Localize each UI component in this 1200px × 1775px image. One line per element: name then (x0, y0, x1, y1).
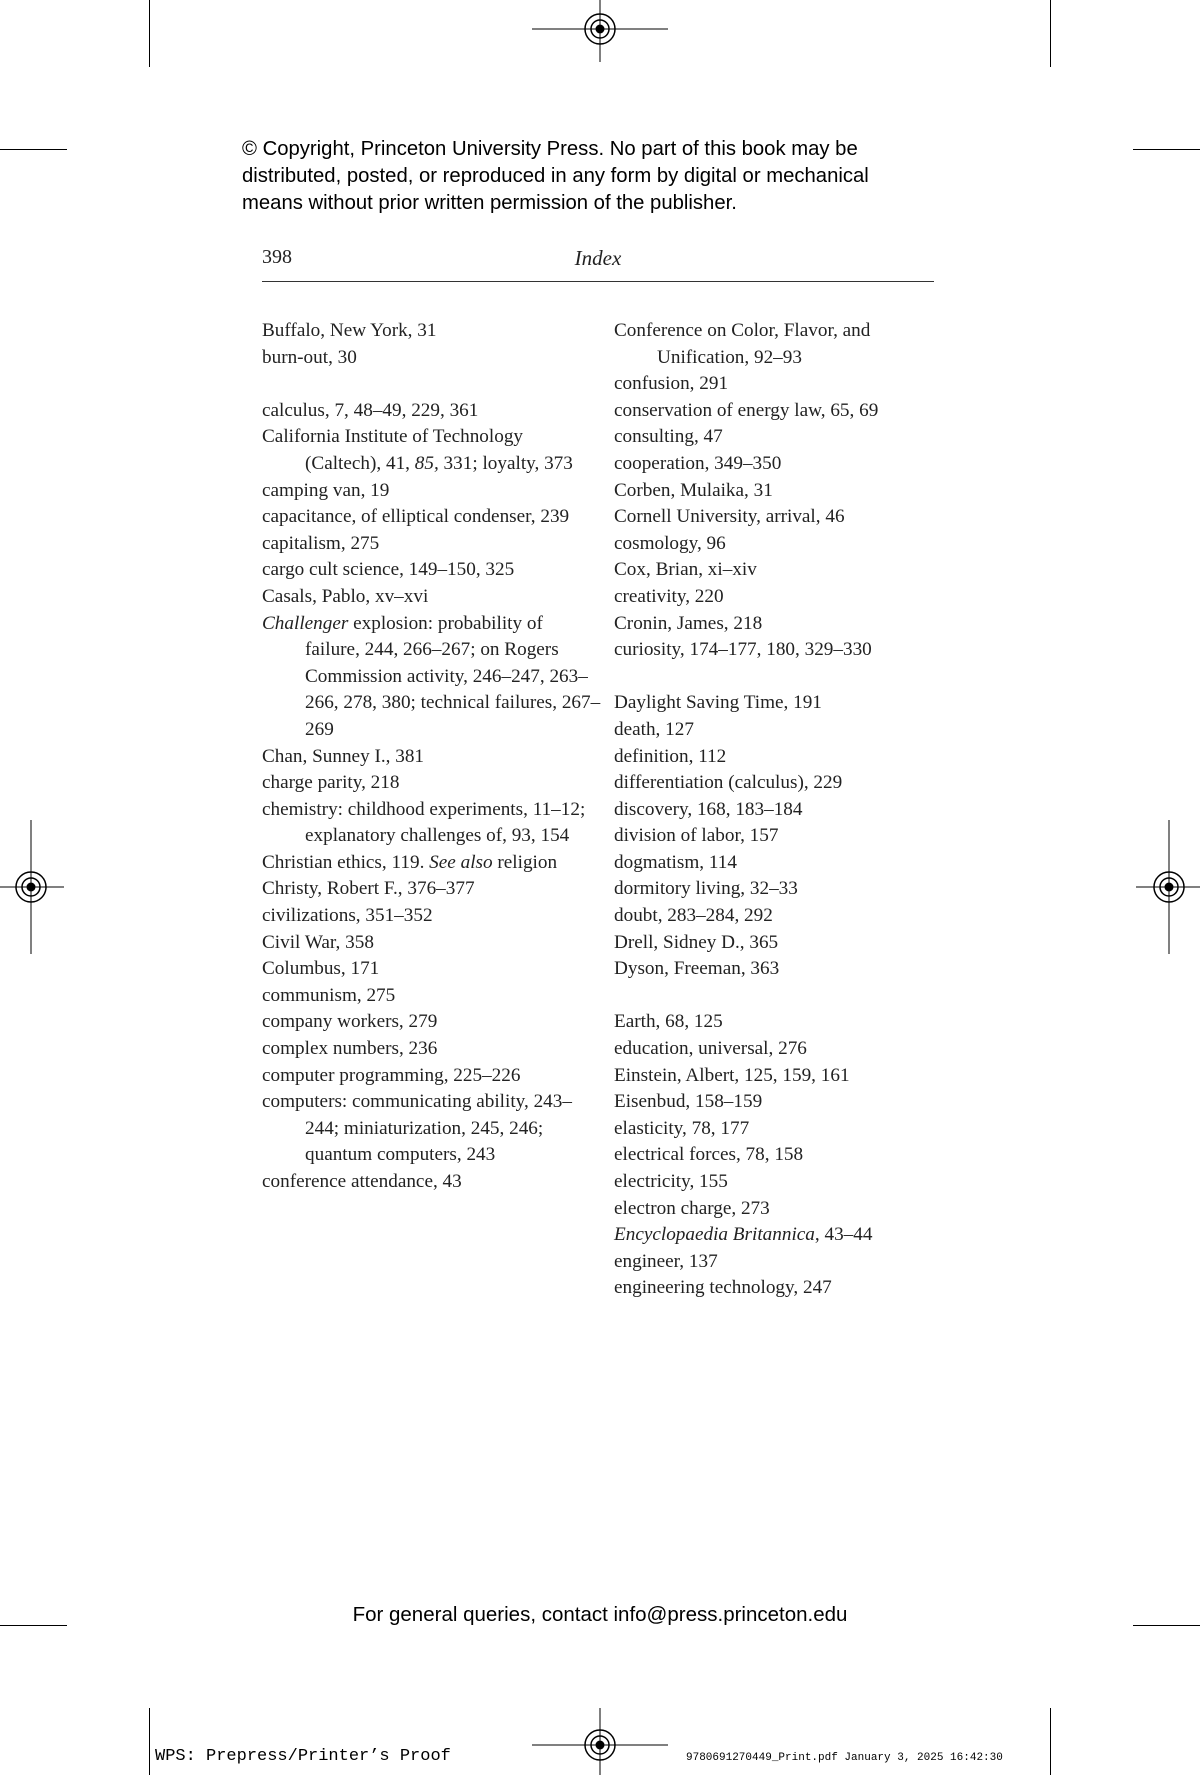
index-column-right (614, 318, 944, 1302)
index-entry: camping van, 19 (262, 479, 390, 501)
index-entry: death, 127 (614, 718, 694, 740)
index-entry: elasticity, 78, 177 (614, 1117, 750, 1139)
index-entry: Conference on Color, Flavor, and Unification, 92–93 (614, 320, 871, 368)
crop-mark-top-right-vertical (1050, 0, 1051, 67)
index-entry: confusion, 291 (614, 373, 729, 395)
copyright-line: © Copyright, Princeton University Press. No part of this book may be (242, 138, 858, 160)
index-entry: burn-out, 30 (262, 346, 357, 368)
index-entry: curiosity, 174–177, 180, 329–330 (614, 639, 872, 661)
index-entry: Christy, Robert F., 376–377 (262, 878, 475, 900)
copyright-notice (242, 136, 962, 217)
index-entry: charge parity, 218 (262, 772, 400, 794)
index-entry: complex numbers, 236 (262, 1038, 438, 1060)
index-entry: capitalism, 275 (262, 532, 380, 554)
index-entry: Dyson, Freeman, 363 (614, 958, 780, 980)
index-entry: Einstein, Albert, 125, 159, 161 (614, 1064, 850, 1086)
index-entry: California Institute of Technology (Caltech), 41, 85, 331; loyalty, 373 (262, 426, 573, 474)
registration-mark-right-icon (1136, 820, 1200, 954)
running-head (262, 246, 934, 282)
index-entry: definition, 112 (614, 745, 727, 767)
file-timestamp-slug: 9780691270449_Print.pdf January 3, 2025 16:42:30 (686, 1752, 1003, 1764)
index-entry: conservation of energy law, 65, 69 (614, 399, 879, 421)
index-entry: Chan, Sunney I., 381 (262, 745, 425, 767)
index-entry: division of labor, 157 (614, 825, 779, 847)
crop-mark-top-left-horizontal (0, 149, 67, 150)
index-entry: Earth, 68, 125 (614, 1011, 723, 1033)
index-entry: electricity, 155 (614, 1171, 728, 1192)
index-entry: differentiation (calculus), 229 (614, 772, 843, 794)
index-entry: Eisenbud, 158–159 (614, 1091, 763, 1113)
page-number: 398 (262, 246, 292, 268)
index-entry: Columbus, 171 (262, 958, 380, 980)
index-entry: calculus, 7, 48–49, 229, 361 (262, 399, 479, 421)
index-entry: engineer, 137 (614, 1250, 718, 1272)
index-entry: cargo cult science, 149–150, 325 (262, 559, 515, 581)
index-entry: Corben, Mulaika, 31 (614, 479, 773, 501)
copyright-line: distributed, posted, or reproduced in any form by digital or mechanical (242, 165, 869, 187)
index-entry: dormitory living, 32–33 (614, 878, 798, 900)
index-entry: consulting, 47 (614, 426, 723, 448)
index-entry: Encyclopaedia Britannica, 43–44 (614, 1224, 873, 1246)
index-entry: company workers, 279 (262, 1011, 438, 1033)
crop-mark-bottom-left-vertical (149, 1708, 150, 1775)
index-entry: Cornell University, arrival, 46 (614, 506, 845, 528)
index-entry: Casals, Pablo, xv–xvi (262, 585, 429, 607)
index-entry: capacitance, of elliptical condenser, 239 (262, 506, 570, 528)
proof-slug: WPS: Prepress/Printer’s Proof (155, 1747, 451, 1766)
index-entry: Cox, Brian, xi–xiv (614, 559, 757, 581)
index-entry: conference attendance, 43 (262, 1171, 462, 1192)
index-column-left (262, 318, 602, 1196)
registration-mark-bottom-icon (532, 1708, 668, 1775)
index-entry: dogmatism, 114 (614, 851, 737, 873)
index-entry: cosmology, 96 (614, 532, 726, 554)
index-entry: computer programming, 225–226 (262, 1064, 521, 1086)
letter-group-gap (262, 371, 602, 398)
index-entry: doubt, 283–284, 292 (614, 905, 773, 927)
letter-group-gap (614, 664, 944, 691)
index-entry: Cronin, James, 218 (614, 612, 763, 634)
index-entry: computers: communicating ability, 243–244; miniaturization, 245, 246; quantum computers, 243 (262, 1091, 572, 1166)
index-entry: chemistry: childhood experiments, 11–12; explanatory challenges of, 93, 154 (262, 798, 586, 847)
index-entry: discovery, 168, 183–184 (614, 798, 803, 820)
index-entry: Drell, Sidney D., 365 (614, 931, 779, 953)
index-entry: Christian ethics, 119. See also religion (262, 851, 558, 873)
crop-mark-bottom-right-vertical (1050, 1708, 1051, 1775)
index-entry: education, universal, 276 (614, 1038, 807, 1060)
index-entry: Challenger explosion: probability of failure, 244, 266–267; on Rogers Commission activity, 246–247, 263–266, 278, 380; technical failures, 267–269 (262, 612, 601, 740)
index-entry: communism, 275 (262, 984, 396, 1006)
header-rule (262, 281, 934, 282)
index-entry: electrical forces, 78, 158 (614, 1144, 804, 1166)
index-entry: electron charge, 273 (614, 1197, 770, 1219)
crop-mark-top-right-horizontal (1133, 149, 1200, 150)
copyright-line: means without prior written permission of the publisher. (242, 192, 737, 214)
index-entry: civilizations, 351–352 (262, 905, 433, 927)
registration-mark-top-icon (532, 0, 668, 62)
general-queries-contact: For general queries, contact info@press.princeton.edu (352, 1603, 848, 1626)
crop-mark-top-left-vertical (149, 0, 150, 67)
index-entry: Daylight Saving Time, 191 (614, 692, 822, 714)
index-entry: creativity, 220 (614, 585, 724, 607)
index-entry: Civil War, 358 (262, 931, 374, 953)
index-entry: Buffalo, New York, 31 (262, 320, 437, 341)
index-entry: cooperation, 349–350 (614, 452, 782, 474)
registration-mark-left-icon (0, 820, 64, 954)
running-title: Index (574, 246, 622, 270)
index-entry: engineering technology, 247 (614, 1277, 832, 1299)
letter-group-gap (614, 983, 944, 1010)
